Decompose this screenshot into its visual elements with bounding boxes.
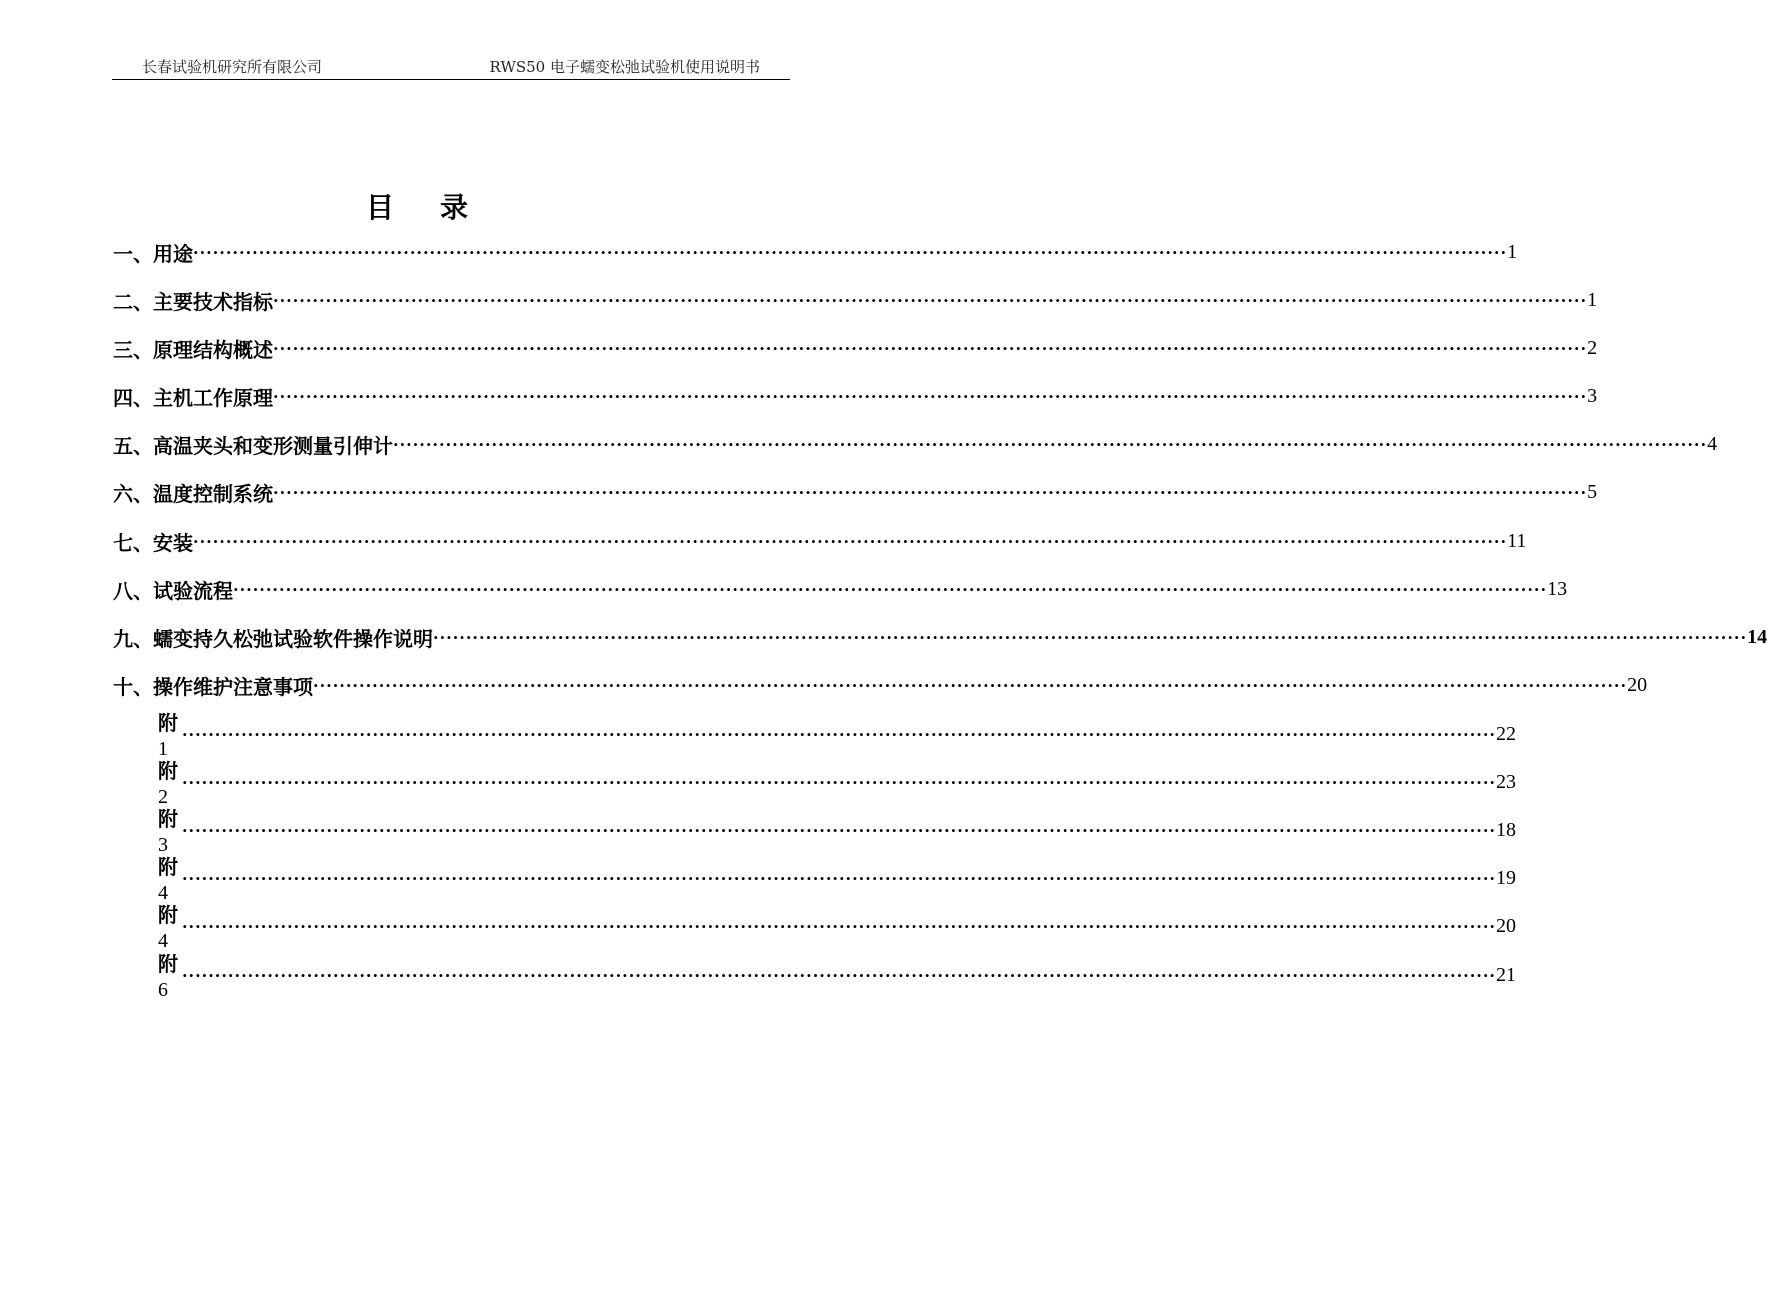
toc-leader-dots: ········································································································································································································: [181, 966, 1496, 985]
toc-leader-dots: ········································································································································································································: [193, 243, 1508, 262]
page-title: 目录: [365, 191, 514, 224]
toc-entry-page: 4: [1707, 432, 1718, 455]
toc-entry[interactable]: [113, 670, 1648, 700]
toc-leader-dots: ········································································································································································································: [181, 773, 1496, 792]
toc-entry-label: 九、蠕变持久松弛试验软件操作说明: [113, 626, 433, 651]
toc-entry[interactable]: [113, 333, 1598, 363]
toc-entry[interactable]: [113, 429, 1718, 459]
toc-leader-dots: ········································································································································································································: [313, 676, 1628, 695]
toc-entry[interactable]: [113, 477, 1598, 507]
toc-entry-label: 五、高温夹头和变形测量引伸计: [113, 433, 393, 458]
appendix-label: 附 4: [158, 855, 178, 904]
appendix-page: 21: [1496, 963, 1516, 986]
header-company: 长春试验机研究所有限公司: [142, 58, 323, 76]
toc-entry[interactable]: [113, 381, 1598, 411]
toc-entry[interactable]: [113, 622, 1767, 652]
toc-leader-dots: ········································································································································································································: [273, 483, 1588, 502]
appendix-page: 19: [1496, 866, 1516, 889]
toc-entry-page: 1: [1587, 288, 1598, 311]
toc-entry-label: 二、主要技术指标: [113, 289, 273, 314]
appendix-label: 附 4: [158, 903, 178, 952]
toc-entry-page: 11: [1507, 529, 1527, 552]
toc-entry-label: 六、温度控制系统: [113, 481, 273, 506]
toc-entry-label: 一、用途: [113, 241, 193, 266]
toc-leader-dots: ········································································································································································································: [181, 869, 1496, 888]
toc-entry-page: 14: [1747, 625, 1767, 648]
toc-leader-dots: ········································································································································································································: [273, 339, 1588, 358]
toc-leader-dots: ········································································································································································································: [433, 628, 1748, 647]
toc-entry-label: 八、试验流程: [113, 578, 233, 603]
toc-leader-dots: ········································································································································································································: [393, 435, 1708, 454]
toc-entry-page: 3: [1587, 384, 1598, 407]
toc-entry-page: 13: [1547, 577, 1568, 600]
toc-leader-dots: ········································································································································································································: [181, 821, 1496, 840]
toc-appendix-entry[interactable]: [158, 807, 1516, 856]
toc-entry-label: 十、操作维护注意事项: [113, 674, 313, 699]
toc-leader-dots: ········································································································································································································: [233, 580, 1548, 599]
toc-entry[interactable]: [113, 526, 1527, 556]
toc-entry-label: 三、原理结构概述: [113, 337, 273, 362]
toc-appendix-entry[interactable]: [158, 952, 1516, 1001]
toc-leader-dots: ········································································································································································································: [273, 387, 1588, 406]
appendix-page: 20: [1496, 914, 1516, 937]
toc-appendix-entry[interactable]: [158, 855, 1516, 904]
toc-leader-dots: ········································································································································································································: [181, 917, 1496, 936]
toc-leader-dots: ········································································································································································································: [181, 725, 1496, 744]
appendix-page: 23: [1496, 770, 1516, 793]
toc-entry-label: 七、安装: [113, 530, 193, 555]
toc-entry[interactable]: [113, 574, 1568, 604]
toc-appendix-entry[interactable]: [158, 759, 1516, 808]
toc-leader-dots: ········································································································································································································: [273, 291, 1588, 310]
appendix-label: 附 2: [158, 759, 178, 808]
toc-leader-dots: ········································································································································································································: [193, 532, 1508, 551]
appendix-page: 18: [1496, 818, 1516, 841]
appendix-label: 附 1: [158, 711, 178, 760]
appendix-label: 附 3: [158, 807, 178, 856]
appendix-page: 22: [1496, 722, 1516, 745]
toc-appendix-entry[interactable]: [158, 903, 1516, 952]
toc-entry-page: 20: [1627, 673, 1648, 696]
toc-entry[interactable]: [113, 237, 1518, 267]
appendix-label: 附 6: [158, 952, 178, 1001]
toc-appendix-entry[interactable]: [158, 711, 1516, 760]
toc-entry-page: 5: [1587, 480, 1598, 503]
header-document-title: RWS50 电子蠕变松弛试验机使用说明书: [489, 58, 760, 76]
toc-entry-page: 1: [1507, 240, 1518, 263]
toc-entry-label: 四、主机工作原理: [113, 385, 273, 410]
toc-entry-page: 2: [1587, 336, 1598, 359]
toc-entry[interactable]: [113, 285, 1598, 315]
